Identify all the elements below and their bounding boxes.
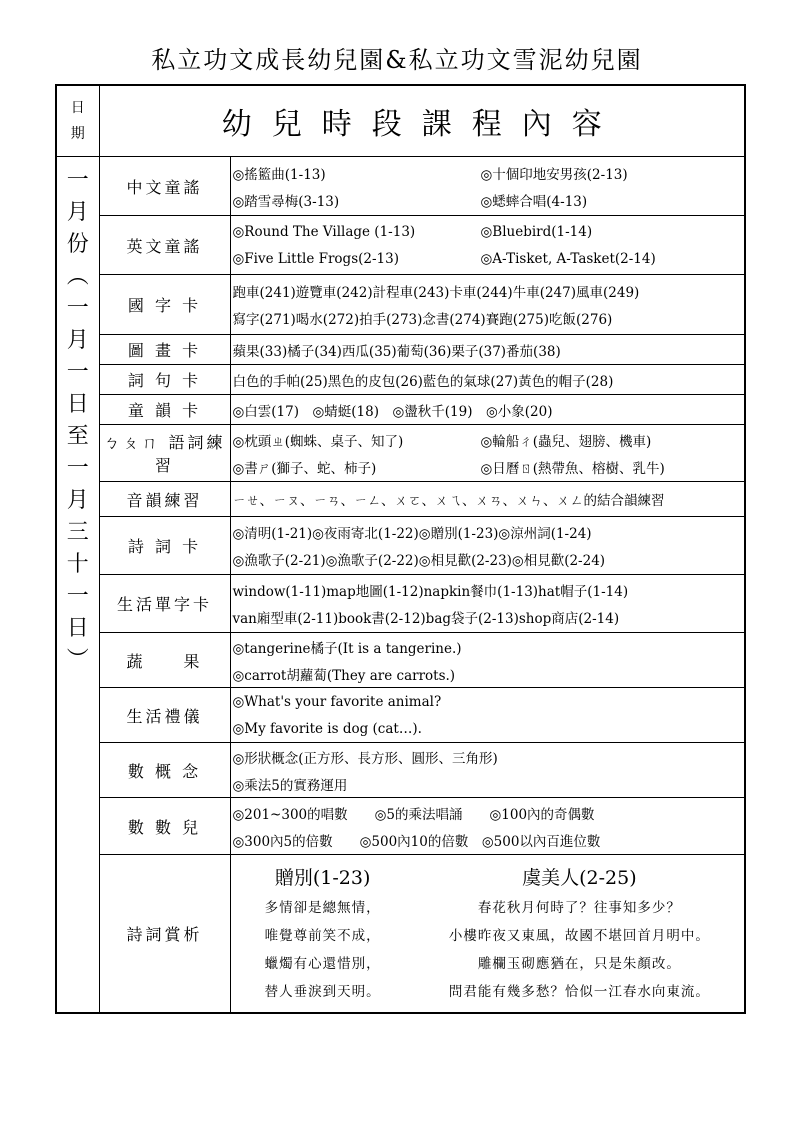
content-item: ◎輪船ㄔ(蟲兒、翅膀、機車) <box>480 433 652 450</box>
poem-line: 小樓昨夜又東風，故國不堪回首月明中。 <box>448 928 710 944</box>
subject-content <box>230 365 745 395</box>
content-item: ◎日曆ㄖ(熱帶魚、榕樹、乳牛) <box>480 460 665 477</box>
course-row <box>56 517 745 575</box>
content-line <box>233 604 743 631</box>
content-line <box>233 826 743 853</box>
content-item: ㄧㄝ、ㄧㄡ、ㄧㄢ、ㄧㄥ、ㄨㄛ、ㄨㄟ、ㄨㄢ、ㄨㄣ、ㄨㄥ的結合韻練習 <box>232 493 665 509</box>
subject-label: 詞 句 卡 <box>99 365 230 395</box>
content-line <box>233 245 743 272</box>
poem-title: 虞美人(2-25) <box>522 867 637 889</box>
document-title: 私立功文成長幼兒園&私立功文雪泥幼兒園 <box>151 46 643 74</box>
date-char: 日 <box>66 392 89 417</box>
subject-content <box>230 425 745 482</box>
content-item: ◎清明(1-21)◎夜雨寄北(1-22)◎贈別(1-23)◎涼州詞(1-24) <box>232 526 592 542</box>
content-line <box>233 770 743 797</box>
header-row <box>56 85 745 157</box>
content-line <box>233 426 743 453</box>
course-table <box>55 84 746 1014</box>
course-row <box>56 395 745 425</box>
date-char: 至 <box>66 424 89 449</box>
course-row <box>56 335 745 365</box>
course-row <box>56 216 745 275</box>
content-line <box>233 688 743 715</box>
subject-label: 中文童謠 <box>99 157 230 216</box>
subject-content <box>230 482 745 517</box>
content-item: ◎蟋蟀合唱(4-13) <box>480 193 588 210</box>
content-line <box>233 743 743 770</box>
poem-line: 雕欄玉砌應猶在，只是朱顏改。 <box>477 956 681 972</box>
content-line <box>233 633 743 660</box>
content-item: ◎形狀概念(正方形、長方形、圓形、三角形) <box>232 750 498 767</box>
course-row <box>56 482 745 517</box>
poem-line: 問君能有幾多愁？恰似一江春水向東流。 <box>448 984 710 1000</box>
content-item: ◎Bluebird(1-14) <box>480 223 593 240</box>
content-item: 蘋果(33)橘子(34)西瓜(35)葡萄(36)栗子(37)番茄(38) <box>232 343 561 360</box>
content-line <box>233 486 743 513</box>
subject-content <box>230 275 745 335</box>
course-row <box>56 275 745 335</box>
content-line <box>233 453 743 480</box>
date-char: 十 <box>66 552 89 577</box>
content-line <box>233 278 743 305</box>
poem <box>449 863 710 1006</box>
course-row <box>56 425 745 482</box>
subject-label: 生活禮儀 <box>99 688 230 743</box>
subject-content <box>230 633 745 688</box>
date-range-cell <box>56 157 99 1014</box>
content-item: 寫字(271)喝水(272)拍手(273)念書(274)賽跑(275)吃飯(276) <box>232 312 613 328</box>
course-row <box>56 798 745 855</box>
content-item: ◎A-Tisket, A-Tasket(2-14) <box>480 250 656 267</box>
content-item: ◎tangerine橘子(It is a tangerine.) <box>232 640 462 657</box>
course-row <box>56 157 745 216</box>
content-item: ◎枕頭ㄓ(蜘蛛、桌子、知了) <box>232 433 404 450</box>
date-char: ︶ <box>66 648 89 673</box>
content-item: ◎201~300的唱數 ◎5的乘法唱誦 ◎100內的奇偶數 <box>232 806 595 823</box>
content-item: window(1-11)map地圖(1-12)napkin餐巾(1-13)hat帽子(1-14) <box>232 584 629 600</box>
course-row <box>56 365 745 395</box>
content-item: ◎十個印地安男孩(2-13) <box>480 166 628 183</box>
subject-content <box>230 517 745 575</box>
subject-content <box>230 216 745 275</box>
content-line <box>233 186 743 213</box>
subject-label: 蔬 果 <box>99 633 230 688</box>
date-char: 一 <box>66 584 89 609</box>
subject-label: 數 數 兒 <box>99 798 230 855</box>
date-char: 一 <box>66 456 89 481</box>
content-line <box>233 366 743 393</box>
content-line <box>233 218 743 245</box>
content-line <box>233 396 743 423</box>
content-item: 跑車(241)遊覽車(242)計程車(243)卡車(244)牛車(247)風車(249) <box>232 285 640 301</box>
subject-label: 生活單字卡 <box>99 575 230 633</box>
course-title: 幼兒時段課程內容 <box>99 85 745 157</box>
date-char: 月 <box>66 328 89 353</box>
content-item: ◎What's your favorite animal? <box>232 693 442 710</box>
content-item: 白色的手帕(25)黑色的皮包(26)藍色的氣球(27)黃色的帽子(28) <box>232 373 614 390</box>
poem-line: 替人垂淚到天明。 <box>264 984 381 1000</box>
subject-label: ㄅㄆㄇ 語詞練習 <box>99 425 230 482</box>
content-item: van廂型車(2-11)book書(2-12)bag袋子(2-13)shop商店(2-14) <box>232 611 620 627</box>
subject-label: 英文童謠 <box>99 216 230 275</box>
subject-label: 詩詞賞析 <box>99 855 230 1014</box>
course-row <box>56 633 745 688</box>
content-line <box>233 799 743 826</box>
content-item: ◎白雲(17) ◎蜻蜓(18) ◎盪秋千(19) ◎小象(20) <box>232 403 553 420</box>
content-item: ◎乘法5的實務運用 <box>232 777 348 794</box>
subject-label: 詩 詞 卡 <box>99 517 230 575</box>
subject-content <box>230 688 745 743</box>
poem <box>265 863 381 1006</box>
content-line <box>233 577 743 604</box>
course-row <box>56 743 745 798</box>
content-line <box>233 715 743 742</box>
subject-label: 童 韻 卡 <box>99 395 230 425</box>
subject-label: 國 字 卡 <box>99 275 230 335</box>
date-char: 三 <box>66 520 89 545</box>
date-char: 日 <box>66 616 89 641</box>
poem-line: 多情卻是總無情， <box>264 900 381 916</box>
subject-content <box>230 335 745 365</box>
poem-line: 蠟燭有心還惜別， <box>264 956 381 972</box>
content-line <box>233 305 743 332</box>
subject-label: 圖 畫 卡 <box>99 335 230 365</box>
poetry-row <box>56 855 745 1014</box>
content-item: ◎300內5的倍數 ◎500內10的倍數 ◎500以內百進位數 <box>232 833 601 850</box>
date-char: 份 <box>66 232 89 257</box>
subject-content <box>230 743 745 798</box>
subject-content <box>230 575 745 633</box>
date-char: 一 <box>66 360 89 385</box>
content-line <box>233 546 743 573</box>
content-line <box>233 519 743 546</box>
content-item: ◎Round The Village (1-13) <box>232 223 416 240</box>
course-row <box>56 688 745 743</box>
date-char: 一 <box>66 296 89 321</box>
content-item: ◎My favorite is dog (cat…). <box>232 720 422 737</box>
subject-content <box>230 798 745 855</box>
content-item: ◎書ㄕ(獅子、蛇、柿子) <box>232 460 377 477</box>
date-char: 月 <box>66 488 89 513</box>
subject-label: 音韻練習 <box>99 482 230 517</box>
poem-title: 贈別(1-23) <box>274 867 371 889</box>
subject-content <box>230 157 745 216</box>
subject-content <box>230 395 745 425</box>
date-char: 月 <box>66 200 89 225</box>
content-item: ◎踏雪尋梅(3-13) <box>232 193 340 210</box>
content-line <box>233 159 743 186</box>
date-char: ︵ <box>66 264 89 289</box>
date-char: 一 <box>66 168 89 193</box>
subject-label: 數 概 念 <box>99 743 230 798</box>
poem-line: 春花秋月何時了？往事知多少？ <box>477 900 681 916</box>
content-line <box>233 336 743 363</box>
poem-line: 唯覺尊前笑不成， <box>264 928 381 944</box>
content-item: ◎Five Little Frogs(2-13) <box>232 250 399 267</box>
content-item: ◎carrot胡蘿蔔(They are carrots.) <box>232 667 456 684</box>
content-line <box>233 660 743 687</box>
poetry-content <box>230 855 745 1014</box>
content-item: ◎漁歌子(2-21)◎漁歌子(2-22)◎相見歡(2-23)◎相見歡(2-24) <box>232 553 606 569</box>
content-item: ◎搖籃曲(1-13) <box>232 166 326 183</box>
course-row <box>56 575 745 633</box>
date-header: 日 期 <box>56 85 99 157</box>
